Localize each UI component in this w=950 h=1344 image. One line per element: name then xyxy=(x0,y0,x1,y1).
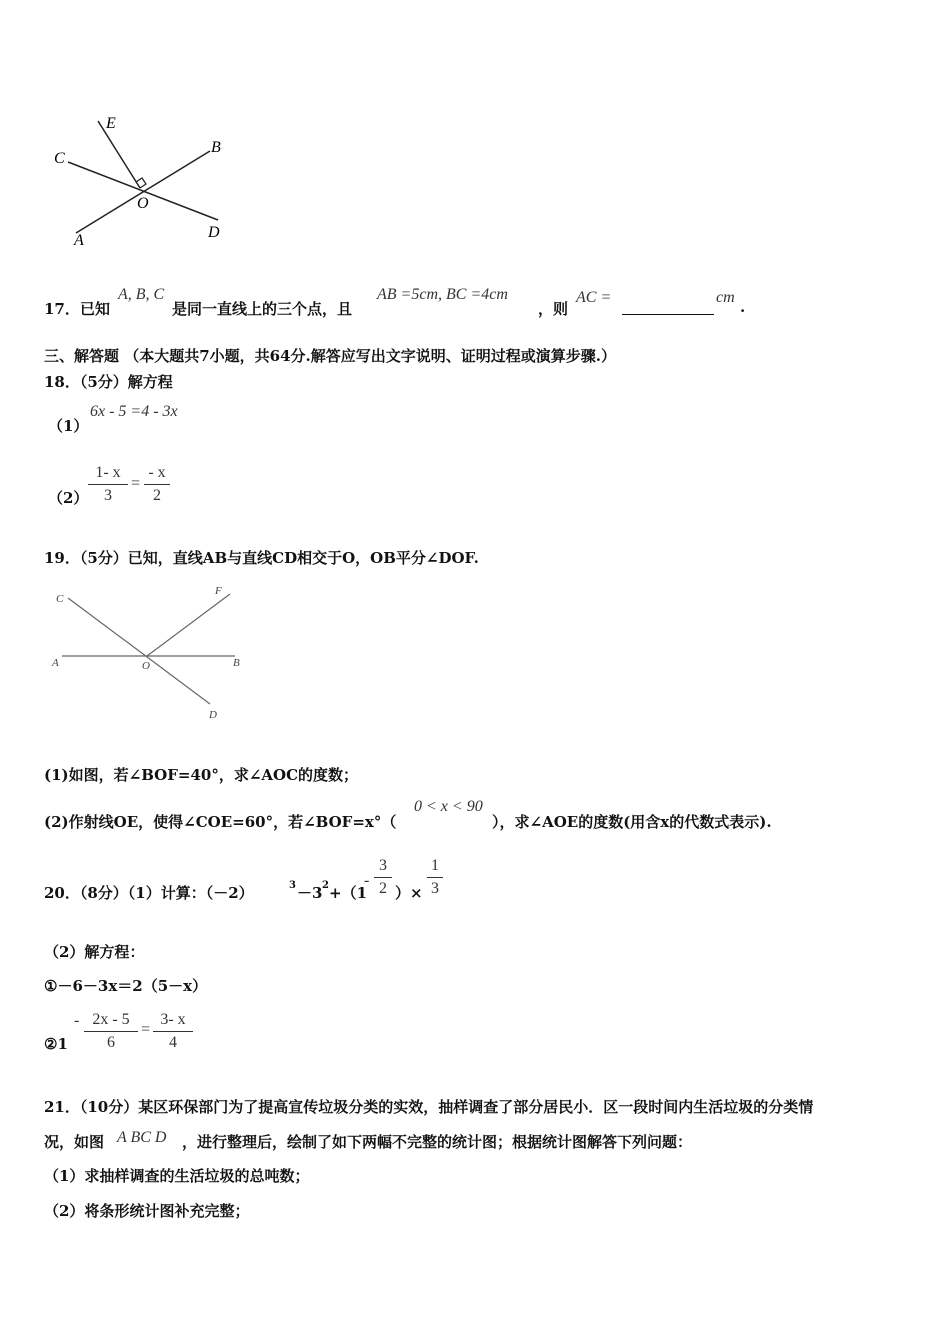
section-3-heading: 三、解答题 （本大题共7小题，共64分.解答应写出文字说明、证明过程或演算步骤.） xyxy=(44,347,616,365)
q19-condition: 0 < x < 90 xyxy=(414,798,483,815)
q18-part2-label: （2） xyxy=(48,489,89,507)
q21-line-2-a: 况，如图 xyxy=(44,1133,105,1151)
q19-sub-2-part-a: (2)作射线OE，使得∠COE=60°，若∠BOF=x°（ xyxy=(44,813,397,831)
fraction-bar xyxy=(88,484,128,485)
q18-right-denominator: 2 xyxy=(153,487,161,504)
q20-equation-2-minus: - xyxy=(74,1012,80,1029)
q21-sub-2: （2）将条形统计图补充完整； xyxy=(44,1202,250,1220)
q20-fraction-1-denominator: 2 xyxy=(379,880,387,897)
q18-left-numerator: 1- x xyxy=(95,464,121,481)
q20-part-2-title: （2）解方程： xyxy=(44,943,145,961)
q18-part1-label: （1） xyxy=(48,417,89,435)
fraction-bar xyxy=(153,1031,193,1032)
ray-of xyxy=(147,594,230,656)
label-a: A xyxy=(74,232,84,249)
line-cd xyxy=(68,598,210,704)
q20-times: ）× xyxy=(395,884,423,902)
q19-sub-2-part-b: ），求∠AOE的度数(用含x的代数式表示). xyxy=(492,813,772,831)
q18-equals: = xyxy=(131,475,141,492)
label-b: B xyxy=(233,657,240,669)
angle-figure-19 xyxy=(40,580,260,725)
q20-eq2-left-denominator: 6 xyxy=(107,1034,115,1051)
label-c: C xyxy=(56,593,64,605)
q20-equation-2-equals: = xyxy=(141,1021,151,1038)
label-e: E xyxy=(106,115,116,132)
label-o: O xyxy=(142,660,150,672)
label-d: D xyxy=(209,709,217,721)
q20-exponent-2: 2 xyxy=(322,880,329,891)
angle-figure-16 xyxy=(40,105,240,250)
q18-left-fraction xyxy=(88,463,128,506)
q18-right-fraction xyxy=(144,463,170,506)
q18-title: 18．（5分）解方程 xyxy=(44,373,173,391)
q20-plus: +（1 xyxy=(329,884,368,902)
q20-equation-2-label: ②1 xyxy=(44,1035,68,1053)
ray-oe xyxy=(98,121,140,188)
q20-minus: - xyxy=(364,872,370,889)
fraction-bar xyxy=(374,877,392,878)
label-c: C xyxy=(54,150,65,167)
q20-fraction-2-numerator: 1 xyxy=(431,857,439,874)
q20-eq2-right-denominator: 4 xyxy=(169,1034,177,1051)
q17-answer-blank[interactable] xyxy=(622,300,714,315)
q20-eq2-right-numerator: 3- x xyxy=(160,1011,186,1028)
q20-fraction-1-numerator: 3 xyxy=(379,857,387,874)
q17-unit: cm xyxy=(716,289,735,306)
q18-right-numerator: - x xyxy=(148,464,166,481)
q17-text-1: 已知 xyxy=(80,300,111,318)
label-a: A xyxy=(52,657,59,669)
q20-exponent-1: 3 xyxy=(289,880,296,891)
q20-equation-2-right-fraction xyxy=(153,1010,193,1053)
q18-part1-equation: 6x - 5 =4 - 3x xyxy=(90,403,178,420)
fraction-bar xyxy=(84,1031,138,1032)
q20-fraction-2-denominator: 3 xyxy=(431,880,439,897)
q17-text-2: 是同一直线上的三个点，且 xyxy=(172,300,353,318)
q20-equation-2-left-fraction xyxy=(84,1010,138,1053)
q18-left-denominator: 3 xyxy=(104,487,112,504)
q17-end: . xyxy=(740,298,746,316)
q21-abcd: A BC D xyxy=(117,1129,167,1146)
q17-points: A, B, C xyxy=(118,286,165,303)
q20-mid: －3 xyxy=(297,884,323,902)
label-b: B xyxy=(211,139,221,156)
q17-number: 17． xyxy=(44,300,80,318)
label-o: O xyxy=(137,195,149,212)
fraction-bar xyxy=(427,877,443,878)
q17-text-3: ，则 xyxy=(538,300,569,318)
q20-fraction-1 xyxy=(374,856,392,899)
q17-condition: AB =5cm, BC =4cm xyxy=(377,286,508,303)
q20-equation-1: ①－6－3x＝2（5－x） xyxy=(44,977,208,995)
q20-eq2-left-numerator: 2x - 5 xyxy=(92,1011,130,1028)
fraction-bar xyxy=(144,484,170,485)
q21-line-2-b: ，进行整理后，绘制了如下两幅不完整的统计图；根据统计图解答下列问题： xyxy=(182,1133,693,1151)
q20-title: 20．（8分）（1）计算：（－2） xyxy=(44,884,254,902)
q19-sub-1: (1)如图，若∠BOF=40°，求∠AOC的度数； xyxy=(44,766,359,784)
q20-fraction-2 xyxy=(427,856,443,899)
q19-title: 19．（5分）已知，直线AB与直线CD相交于O，OB平分∠DOF. xyxy=(44,549,479,567)
q21-line-1: 21．（10分）某区环保部门为了提高宣传垃圾分类的实效，抽样调查了部分居民小．区一段时间内生活垃圾的分类情 xyxy=(44,1098,814,1116)
q21-sub-1: （1）求抽样调查的生活垃圾的总吨数； xyxy=(44,1167,310,1185)
q17-ac: AC = xyxy=(576,289,612,306)
line-ab xyxy=(76,151,210,233)
label-d: D xyxy=(208,224,220,241)
label-f: F xyxy=(215,585,222,597)
